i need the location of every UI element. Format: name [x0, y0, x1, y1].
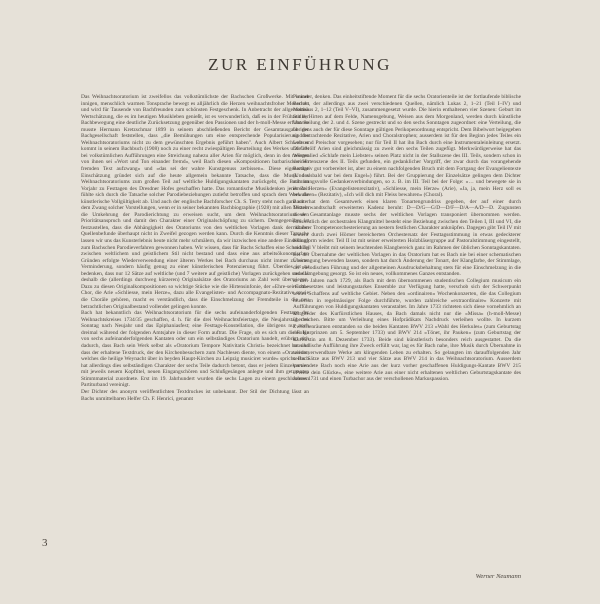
- paragraph: Das Weihnachtsoratorium ist zweifellos das volkstümlichste der Bachschen Großwerke. Mit seiner innigen, menschlich warmen Tonsprache bewegt es alljährlich die Herzen weihnachtsfroher Menschen und wird für Tausende von Bachfreunden zum schönsten Festgeschenk. In Anbetracht der allgemeinen Wertschätzung, die es im heutigen Musikleben genießt, ist es verwunderlich, daß es in der Frühzeit der Bachbewegung eine deutliche Zurücksetzung gegenüber den Passionen und der h-moll-Messe erfuhr. So musste Hermann Kretzschmar 1899 in seinem abschließenden Bericht der Gesamtausgabe der Bachgesellschaft feststellen, dass „die Bemühungen um eine entsprechende Popularisierung des Weihnachtsoratoriums nicht zu dem gewünschten Ergebnis geführt haben". Auch Albert Schweitzer kommt in seinem Bachbuch (1908) noch zu einer recht zwiespältigen Beurteilung des Werkes und fällt bei volkstümlichen Aufführungen eine Streichung nahezu aller Arien für möglich, denn in den meisten von ihnen sei »Wort und Ton einander fremd«, weil Bach diesen »Kompositionen barbarisch einen fremden Text aufzwang« und »das sei der wahre Kunstgenuss zerbissen«. Diese eigenartige Einschätzung gründet sich auf die heute allgemein bekannte Tatsache, dass die Musik des Weihnachtsoratoriums zum großen Teil auf weltliche Huldigungskantaten zurückgeht, die Bach im Vorjahr zu Festtagen des Dresdner Hofes geschaffen hatte. Das romantische Musikdenken jener Zeit fühlte sich durch die Tatsache solcher Parodiebeziehungen zutiefst betroffen und sprach dem Werk die künstlerische Vollgültigkeit ab. Und auch der englische Bachforscher Ch. S. Terry steht noch ganz unter dem Zwang solcher Vorstellungen, wenn er in seiner bekannten Bachbiographie (1928) mit allen Mitteln die Umkehrung der Parodierichtung zu erweisen sucht, um dem Weihnachtsoratorium den Prioritätsanspruch und damit den Charakter einer Originalschöpfung zu sichern. Demgegenüber ist festzustellen, dass die Abhängigkeit des Oratoriums von den weltlichen Vorlagen dank der klaren Quellenbefunde überhaupt nicht in Zweifel gezogen werden kann. Durch die Kenntnis dieser Tatsache lassen wir uns das Kunsterlebnis heute nicht mehr schmälern, da wir inzwischen eine andere Einstellung zum Bachschen Parodieverfahren gewonnen haben. Wir wissen, dass für Bachs Schaffen eine Scheidung zwischen weltlichem und geistlichem Stil nicht bestand und dass eine aus arbeitsökonomischen Gründen erfolgte Wiederverwendung einer älteren Werkes bei Bach durchaus nicht immer zu einer Verminderung, sondern häufig genug zu einer künstlerischen Potenzierung führt. Überdies ist zu bedenken, dass nur 12 Sätze auf weltliche (und 7 weitere auf geistliche) Vorlagen zurückgehen und das deshalb die (allerdings durchweg kürzeren) Originalsätze des Oratoriums an Zahl weit überwiegen. Dazu zu diesen Originalkompositionen so wichtige Stücke wie die Hirtensinfonie, der »Ehre-sei-Gott«-Chor, die Arie »Schliesse, mein Herze«, dazu alle Evangelisten- und Accompagnato-Rezitative sowie die Choräle gehören, macht es verständlich, dass die Einschmelzung der Fremdteile in die neu betrachtlichen Originalbestand vollendet gelingen konnte.: [81, 94, 309, 310]
- left-text-column: [81, 94, 309, 586]
- author-signature: Werner Neumann: [475, 573, 521, 580]
- paragraph: Picander, denken. Das einheitstiftende Moment für die sechs Oratorienteile ist der fortlaufende biblische Bericht, der allerdings aus zwei verschiedenen Quellen, nämlich Lukas 2, 1–21 (Teil I–IV) und Matthäus 2, 1–12 (Teil V–VI), zusammengesetzt wurde. Die hierin enthaltenen vier Szenen: Geburt im Stalle, Hirten auf dem Felde, Namensgebung, Weisen aus dem Morgenland, werden durch künstliche Unterteilung der 2. und 4. Szene gestreckt und so den sechs Sonntagen zugeordnet: eine Verteilung, die übrigens auch der für diese Sonntage gültigen Perikopenordnung entspricht. Dem Bibelwort beigegeben sind betrachtende Rezitative, Arien und Choralstrophen; ausserdem ist für den Beginn jedes Teiles ein Lob- und Preischor vorgesehen; nur für Teil II hat ihn Bach durch eine Instrumentaleinleitung ersetzt. Die zwölf Arien sind gleichmässig zu zweit den sechs Teilen zugefügt. Merkwürdigerweise hat das Wiegenlied »Schlafe mein Liebster« seinen Platz nicht in der Stallszene des III. Teils, sondern schon in der Hirtenszene des II. Teils gefunden, ein gedanklicher Vorgriff, der zwar durch das vorangehende Rezitativ gut vorbereitet ist, aber zu einem nachfolgenden Bruch mit dem Fortgang der Evangelientexte (Und alsbald war bei dem Engel«) führt. Bei der Gruppierung der Einzelsätze gelingen dem Dichter stimmungsvolle Gedankenverbindungen, so z. B. im III. Teil bei der Folge: »… und bewegete sie in ihrem Herzen« (Evangelistenrezitativ), »Schliesse, mein Herze« (Arie), »Ja, ja, mein Herz soll es bewahren« (Rezitativ), »Ich will dich mit Fleiss bewahren« (Choral).: [293, 94, 521, 199]
- page-number: 3: [42, 537, 48, 549]
- paragraph: Bach hat dem Gesamtwerk einen klaren Tonartengrundriss gegeben, der auf einer durch Terzverwandtschaft erweiterten Kadenz beruht: D—D/G—G/D—D/F—D/A—A/D—D. Zugunsten dieser Gesamtanlage musste sechs der weltlichen Vorlagen transponiert übernommen werden. Hinsichtlich der orchestralen Klangmittel besteht eine Beziehung zwischen den Teilen I, III und VI, die mit ihrer Trompetenorchesterierung an nestern festlichen Charakter anknüpfen. Dagegen gibt Teil IV mit seinem durch zwei Hörner bereicherten Orchestersatz der Festtagsstimmung in etwas gedeckterer Klangform wieder. Teil II ist mit seiner erweiterten Holzbläsergruppe auf Pastoralstimmung eingestellt, und Teil V bleibt mit seinem leuchtenden Klangbereich ganz im Rahmen der üblichen Sonntagskantaten.: [293, 198, 521, 251]
- right-text-column: [293, 94, 521, 576]
- paragraph: Der Dichter des anonym veröffentlichten Textdruckes ist unbekannt. Der Stil der Dichtung lässt an Bachs unmittelbaren Helfer Ch. F. Henrici, genannt: [81, 388, 309, 402]
- paragraph: In den Jahren nach 1729, als Bach mit dem übernommenen studentischen Collegium musicum ein reichbesetztes und leistungsstarkes Ensemble zur Verfügung hatte, verschob sich der Schwerpunkt seines Schaffens auf weltliche Gebiet. Neben den »ordinairen« Wochenkonzerten, die das Collegium musicum in regelmässiger Folge durchführte, wurden zahlreiche »extraordinaire« Konzerte mit Aufführungen von Huldigungskantaten veranstaltet. Im Jahre 1733 richteten sich diese vornehmlich an Mitglieder des Kurfürstlichen Hauses, da Bach damals nicht nur die »Missa« (h-moll-Messe) überreichen. Bitte um Verleihung eines Hofprädikats Nachdruck verleihen wollte. In kurzem Zwischenräumen entstanden so die beiden Kantaten BWV 213 »Wahl des Herkules« (zum Geburtstag des Kurprinzen am 5. September 1733) und BWV 214 »Tönet, ihr Pauken« (zum Geburtstag der Kurfürstin am 8. Dezember 1733). Beide sind künstlerisch besonders reich ausgestattet. Da die musikalische Aufführung ihre Zweck erfüllt war, lag es für Bach nahe, ihre Musik durch Übernahme in wiederverwendbare Werke am klingenden Leben zu erhalten. So gelangten im darauffolgenden Jahr sechs Sätze aus BWV 213 und vier Sätze aus BWV 214 in das Weihnachtsoratorium. Ausserdem verwendete Bach noch eine Arie aus der kurz vorher geschaffenen Huldigungs-Kantate BWV 215 »Preise dein Glücke«, eine weitere Arie aus einer nicht erhaltenen weltlichen Geburtstagskantate des Jahres 1731 und einen Turbachor aus der verschollenen Markuspassion.: [293, 277, 521, 383]
- page-title: ZUR EINFÜHRUNG: [208, 55, 392, 75]
- paragraph: Bach hat bekanntlich das Weihnachtsoratorium für die sechs aufeinanderfolgenden Festtage der Weihnachtskreises 1734/35 geschaffen, d. h. für die drei Weihnachtsfeiertage, die Neujahrstag, den Sonntag nach Neujahr und das Epiphaniasfest; eine Festtags-Konstellation, die übrigens nur noch dreimal während der folgenden Amtsjahre in dieser Form auftrat. Die Frage, ob es sich um die Folge von sechs aufeinanderfolgenden Kantaten oder um ein selbständiges Oratorium handelt, erübrigt sich dadurch, dass Bach sein Werk selbst als »Oratorium Tempore Nativitatis Christi« bezeichnet hat und dass der erhaltene Textdruck, der den Kirchenbesuchern zum Nachlesen diente, von einem »Oratorium, welches die heilige Weynacht über in beyden Haupt-Kirchen zu Leipzig musiciret wurde« spricht. Bach hat allerdings dies selbständigen Charakter der sechs Teile dadurch betont, dass er jedem Einzelpartien mit jeweils neuem Kopftitel, neuen Eingangschören und Schlußgesängen anlegte und ihm getrennten Stimmmaterial zuordnete. Erst im 19. Jahrhundert wurden die sechs Lagen zu einem geschlossenen Partiturband vereinigt.: [81, 310, 309, 389]
- paragraph: Bei der Übernahme der weltlichen Vorlagen in das Oratorium hat es Bach nie bei einer schematischen Übertragung bewenden lassen, sondern hat durch Änderung der Tonart, der Klangfarbe, der Stimmlage, der melodischen Führung und der allgemeinen Ausdrucksbehaltung stets für eine Einschmelzung in die neue Umgebung gesorgt. So ist ein neues, vollkommenes Ganzes entstanden.: [293, 251, 521, 278]
